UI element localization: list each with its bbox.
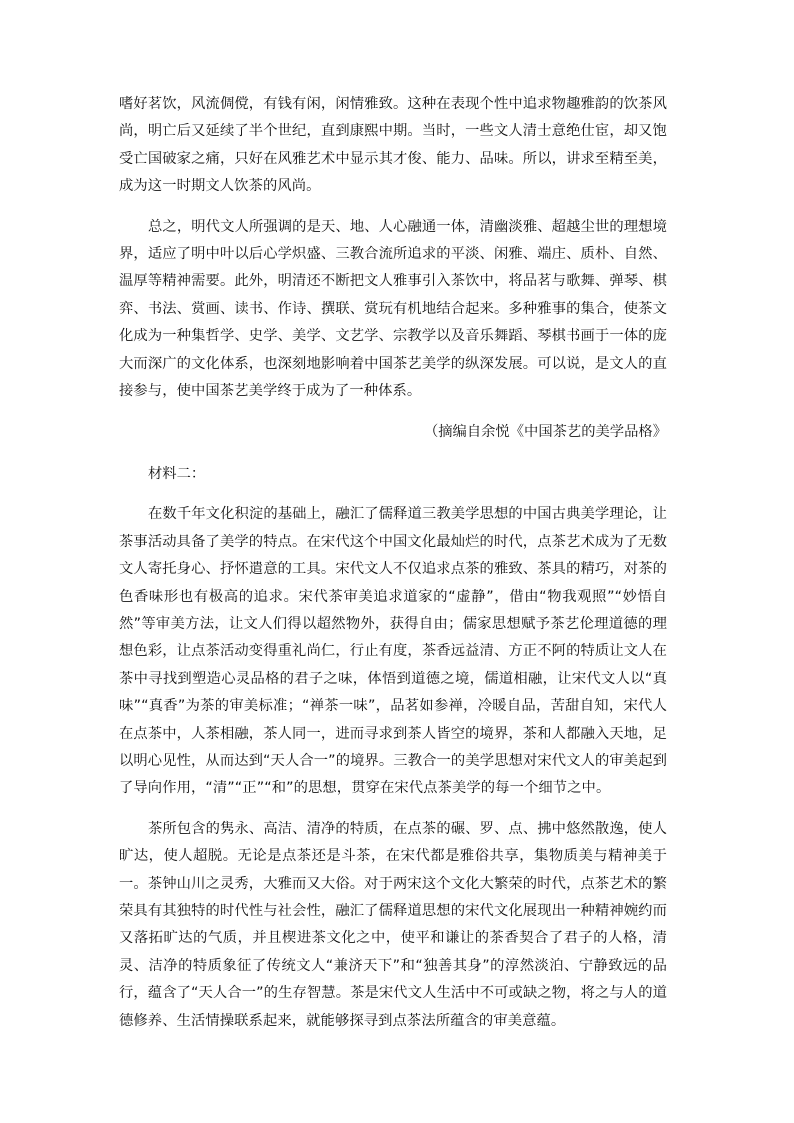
document-page [119,91,667,1035]
source-citation: （摘编自余悦《中国茶艺的美学品格》 [423,424,667,441]
paragraph-continuation: 嗜好茗饮，风流倜傥，有钱有闲，闲情雅致。这种在表现个性中追求物趣雅韵的饮茶风尚，明亡后又延续了半个世纪，直到康熙中期。当时，一些文人清士意绝仕宦，却又饱受亡国破家之痛，只好在风雅艺术中显示其才俊、能力、品味。所以，讲求至精至美，成为这一时期文人饮茶的风尚。 [119,96,667,195]
paragraph-song-aesthetics: 在数千年文化积淀的基础上，融汇了儒释道三教美学思想的中国古典美学理论，让茶事活动具备了美学的特点。在宋代这个中国文化最灿烂的时代，点茶艺术成为了无数文人寄托身心、抒怀遣意的工具。宋代文人不仅追求点茶的雅致、茶具的精巧，对茶的色香味形也有极高的追求。宋代茶审美追求道家的“虚静”，借由“物我观照”“妙悟自然”等审美方法，让文人们得以超然物外，获得自由；儒家思想赋予茶艺伦理道德的理想色彩，让点茶活动变得重礼尚仁，行止有度，茶香远益清、方正不阿的特质让文人在茶中寻找到塑造心灵品格的君子之味，体悟到道德之境，儒道相融，让宋代文人以“真味”“真香”为茶的审美标准；“禅茶一味”，品茗如参禅，冷暖自品，苦甜自知，宋代人在点茶中，人茶相融，茶人同一，进而寻求到茶人皆空的境界，茶和人都融入天地，足以明心见性，从而达到“天人合一”的境界。三教合一的美学思想对宋代文人的审美起到了导向作用，“清”“正”“和”的思想，贯穿在宋代点茶美学的每一个细节之中。 [119,506,667,797]
paragraph-summary: 总之，明代文人所强调的是天、地、人心融通一体，清幽淡雅、超越尘世的理想境界，适应了明中叶以后心学炽盛、三教合流所追求的平淡、闲雅、端庄、质朴、自然、温厚等精神需要。此外，明清还不断把文人雅事引入茶饮中，将品茗与歌舞、弹琴、棋弈、书法、赏画、读书、作诗、撰联、赏玩有机地结合起来。多种雅事的集合，使茶文化成为一种集哲学、史学、美学、文艺学、宗教学以及音乐舞蹈、琴棋书画于一体的庞大而深广的文化体系，也深刻地影响着中国茶艺美学的纵深发展。可以说，是文人的直接参与，使中国茶艺美学终于成为了一种体系。 [119,218,667,400]
material-heading: 材料二： [148,465,206,482]
paragraph-tea-qualities: 茶所包含的隽永、高洁、清净的特质，在点茶的碾、罗、点、拂中悠然散逸，使人旷达，使人超脱。无论是点茶还是斗茶，在宋代都是雅俗共享，集物质美与精神美于一。茶钟山川之灵秀，大雅而又大俗。对于两宋这个文化大繁荣的时代，点茶艺术的繁荣具有其独特的时代性与社会性，融汇了儒释道思想的宋代文化展现出一种精神婉约而又落拓旷达的气质，并且楔进茶文化之中，使平和谦让的茶香契合了君子的人格，清灵、洁净的特质象征了传统文人“兼济天下”和“独善其身”的淳然淡泊、宁静致远的品行，蕴含了“天人合一”的生存智慧。茶是宋代文人生活中不可或缺之物，将之与人的道德修养、生活情操联系起来，就能够探寻到点茶法所蕴含的审美意蕴。 [119,820,667,1029]
